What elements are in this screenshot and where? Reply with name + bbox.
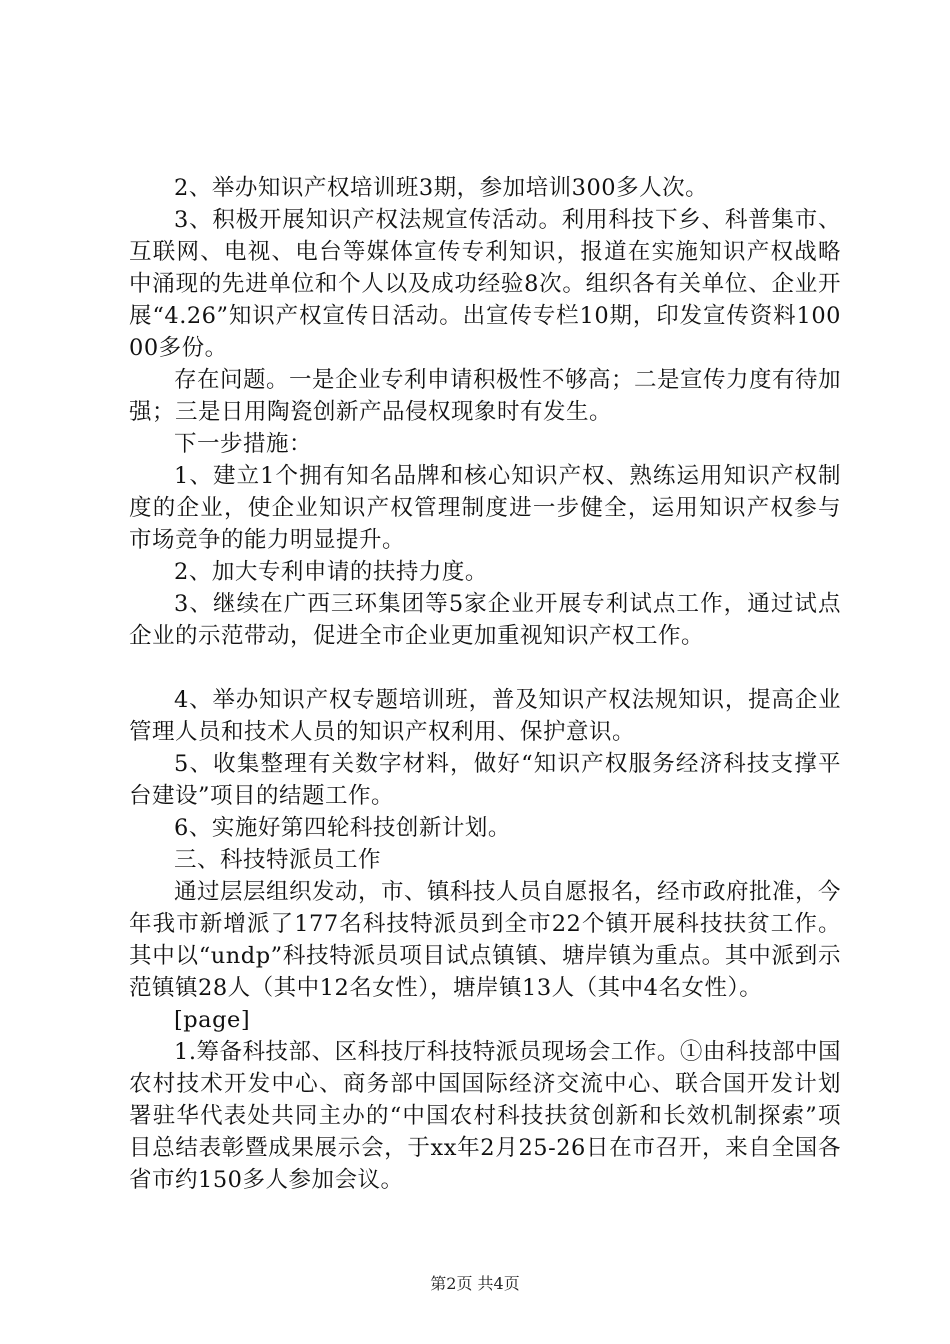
section-heading-special-commissioners: 三、科技特派员工作	[174, 847, 382, 873]
paragraph-publicity-activities: 3、积极开展知识产权法规宣传活动。利用科技下乡、科普集市、互联网、电视、电台等媒体宣传专利知识，报道在实施知识产权战略中涌现的先进单位和个人以及成功经验8次。组织各有关单位、企业开展“4.26”知识产权宣传日活动。出宣传专栏10期，印发宣传资料10000多份。	[129, 207, 841, 361]
paragraph-step-4: 4、举办知识产权专题培训班，普及知识产权法规知识，提高企业管理人员和技术人员的知识产权利用、保护意识。	[129, 687, 841, 745]
paragraph-training-classes: 2、举办知识产权培训班3期，参加培训300多人次。	[174, 175, 709, 201]
paragraph-next-steps-heading: 下一步措施：	[174, 431, 313, 457]
paragraph-step-1: 1、建立1个拥有知名品牌和核心知识产权、熟练运用知识产权制度的企业，使企业知识产权管理制度进一步健全，运用知识产权参与市场竞争的能力明显提升。	[129, 463, 841, 553]
page-marker: [page]	[174, 1007, 251, 1033]
paragraph-existing-problems: 存在问题。一是企业专利申请积极性不够高；二是宣传力度有待加强；三是日用陶瓷创新产品侵权现象时有发生。	[129, 367, 842, 425]
page-footer: 第2页 共4页	[430, 1274, 520, 1293]
paragraph-onsite-meeting: 1.筹备科技部、区科技厅科技特派员现场会工作。①由科技部中国农村技术开发中心、商务部中国国际经济交流中心、联合国开发计划署驻华代表处共同主办的“中国农村科技扶贫创新和长效机制探索”项目总结表彰暨成果展示会，于xx年2月25-26日在市召开，来自全国各省市约150多人参加会议。	[129, 1039, 841, 1193]
paragraph-step-2: 2、加大专利申请的扶持力度。	[174, 559, 488, 585]
paragraph-commissioner-dispatch: 通过层层组织发动，市、镇科技人员自愿报名，经市政府批准，今年我市新增派了177名科技特派员到全市22个镇开展科技扶贫工作。其中以“undp”科技特派员项目试点镇镇、塘岸镇为重点。其中派到示范镇镇28人（其中12名女性），塘岸镇13人（其中4名女性）。	[129, 879, 842, 1001]
paragraph-step-3: 3、继续在广西三环集团等5家企业开展专利试点工作，通过试点企业的示范带动，促进全市企业更加重视知识产权工作。	[129, 591, 841, 649]
paragraph-step-6: 6、实施好第四轮科技创新计划。	[174, 815, 511, 841]
paragraph-step-5: 5、收集整理有关数字材料，做好“知识产权服务经济科技支撑平台建设”项目的结题工作。	[129, 751, 841, 809]
document-body	[129, 172, 841, 1196]
